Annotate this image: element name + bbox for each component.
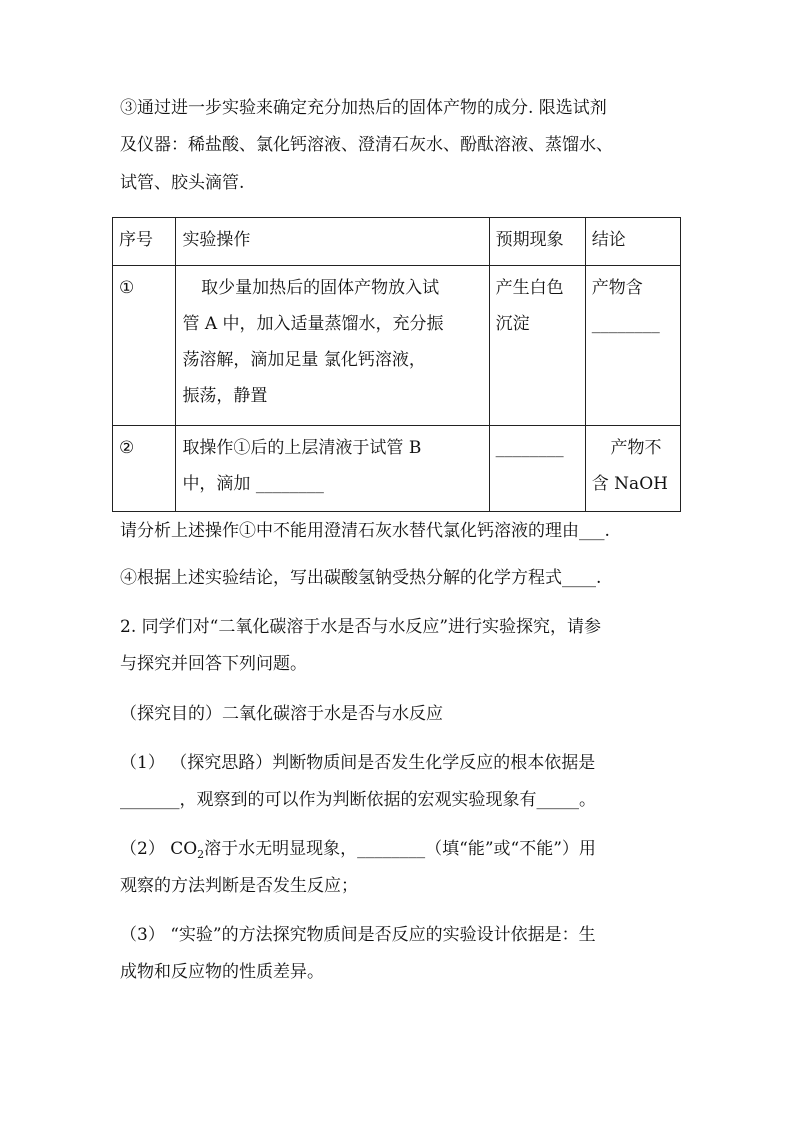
subq2-line-1 (120, 838, 596, 862)
answer-blank[interactable]: ________ (591, 314, 660, 334)
header-cell: 结论 (585, 218, 680, 266)
subq3-line-1: （3） “实验”的方法探究物质间是否反应的实验设计依据是：生 (120, 925, 596, 945)
phenomenon-line: 沉淀 (495, 314, 530, 334)
operation-line: 振荡，静置 (182, 386, 268, 406)
operation-cell (176, 426, 489, 512)
operation-line: 取操作①后的上层清液于试管 B (182, 438, 422, 458)
phenomenon-cell (489, 426, 585, 512)
row-number: ② (113, 426, 176, 512)
conclusion-line: 产物不 (610, 438, 662, 458)
subq1-line-2: _______，观察到的可以作为判断依据的宏观实验现象有_____。 (120, 790, 596, 810)
operation-line: 荡溶解，滴加足量 氯化钙溶液， (182, 350, 426, 370)
operation-cell (176, 266, 489, 426)
purpose-line: （探究目的）二氧化碳溶于水是否与水反应 (120, 704, 443, 724)
phenomenon-cell (489, 266, 585, 426)
subq1-line-1: （1） （探究思路）判断物质间是否发生化学反应的根本依据是 (120, 753, 596, 773)
intro-line-1: ③通过进一步实验来确定充分加热后的固体产物的成分. 限选试剂 (120, 98, 607, 118)
header-cell: 实验操作 (176, 218, 489, 266)
conclusion-cell (585, 266, 680, 426)
answer-blank[interactable]: ________ (495, 438, 564, 458)
co2-subscript: 2 (197, 848, 205, 861)
subq3-line-2: 成物和反应物的性质差异。 (120, 962, 324, 982)
subq2-prefix: （2） CO (120, 839, 198, 859)
header-cell: 预期现象 (489, 218, 585, 266)
row-number: ① (113, 266, 176, 426)
table-header-row (113, 218, 681, 266)
question-line: 请分析上述操作①中不能用澄清石灰水替代氯化钙溶液的理由___. (120, 521, 610, 541)
problem2-line-2: 与探究并回答下列问题。 (120, 654, 307, 674)
header-cell: 序号 (113, 218, 176, 266)
conclusion-line: 产物含 (591, 278, 643, 298)
operation-line[interactable]: 中，滴加 ________ (182, 474, 324, 494)
conclusion-cell (585, 426, 680, 512)
operation-line: 管 A 中，加入适量蒸馏水，充分振 (182, 314, 444, 334)
subq2-rest: 溶于水无明显现象，________（填“能”或“不能”）用 (204, 839, 596, 859)
experiment-table (112, 217, 681, 512)
table-row (113, 266, 681, 426)
problem2-line-1: 2. 同学们对“二氧化碳溶于水是否与水反应”进行实验探究，请参 (120, 617, 602, 637)
question-line: ④根据上述实验结论，写出碳酸氢钠受热分解的化学方程式____. (120, 568, 602, 588)
phenomenon-line: 产生白色 (495, 278, 564, 298)
operation-line: 取少量加热后的固体产物放入试 (201, 278, 440, 298)
conclusion-line: 含 NaOH (591, 474, 668, 494)
subq2-line-2: 观察的方法判断是否发生反应； (120, 876, 358, 896)
intro-line-2: 及仪器：稀盐酸、氯化钙溶液、澄清石灰水、酚酞溶液、蒸馏水、 (120, 135, 613, 155)
intro-line-3: 试管、胶头滴管. (120, 173, 245, 193)
table-row (113, 426, 681, 512)
